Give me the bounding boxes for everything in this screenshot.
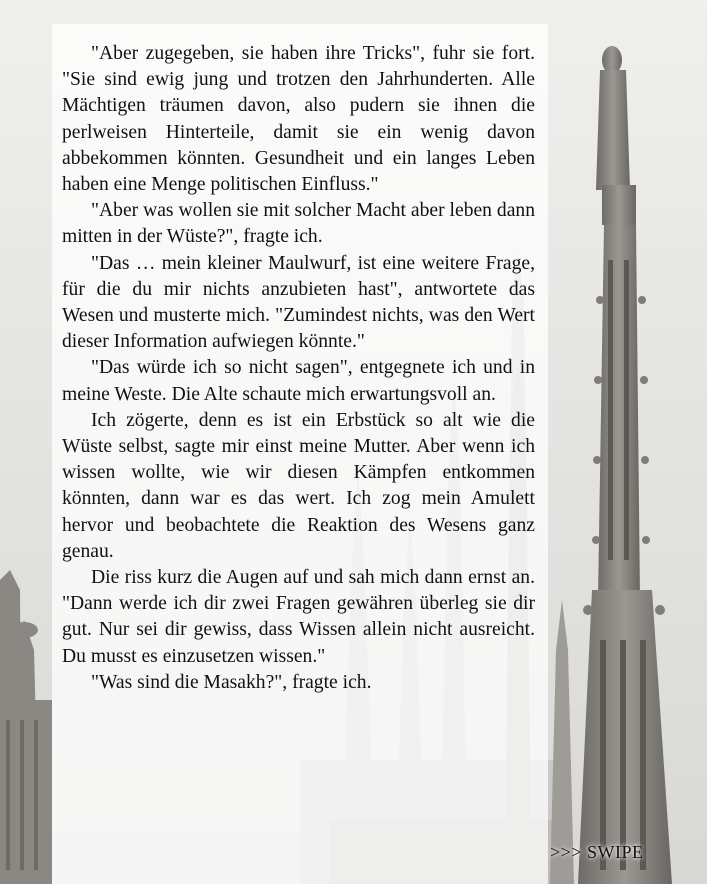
story-text bbox=[62, 41, 535, 696]
paragraph: "Das würde ich so nicht sagen", entgegnete ich und in meine Weste. Die Alte schaute mich erwartungsvoll an. bbox=[62, 357, 535, 405]
swipe-label: >>> SWIPE bbox=[550, 842, 644, 862]
paragraph: "Das … mein kleiner Maulwurf, ist eine weitere Frage, für die du mir nichts anzubieten hast", antwortete das Wesen und musterte mich. "Zumindest nichts, was den Wert dieser Information aufwiegen könnte." bbox=[62, 252, 535, 353]
paragraph: Die riss kurz die Augen auf und sah mich dann ernst an. "Dann werde ich dir zwei Fragen gewähren überleg sie dir gut. Nur sei dir gewiss, dass Wissen allein nicht ausreicht. Du musst es einzusetzen wissen." bbox=[62, 567, 535, 667]
paragraph: Ich zögerte, denn es ist ein Erbstück so alt wie die Wüste selbst, sagte mir einst meine Mutter. Aber wenn ich wissen wollte, wie wir diesen Kämpfen entkommen könnten, dann war es das wert. Ich zog mein Amulett hervor und beobachtete die Reaktion des Wesens ganz genau. bbox=[62, 409, 535, 562]
paragraph: "Aber was wollen sie mit solcher Macht aber leben dann mitten in der Wüste?", fragte ich. bbox=[62, 200, 535, 248]
paragraph: "Was sind die Masakh?", fragte ich. bbox=[91, 671, 372, 693]
paragraph: "Aber zugegeben, sie haben ihre Tricks", fuhr sie fort. "Sie sind ewig jung und trotzen den Jahrhunderten. Alle Mächtigen träumen davon, also pudern sie ihnen die perlweisen Hinterteile, damit sie ein wenig davon abbekommen könnten. Gesundheit und ein langes Leben haben eine Menge politischen Einfluss." bbox=[62, 43, 535, 196]
